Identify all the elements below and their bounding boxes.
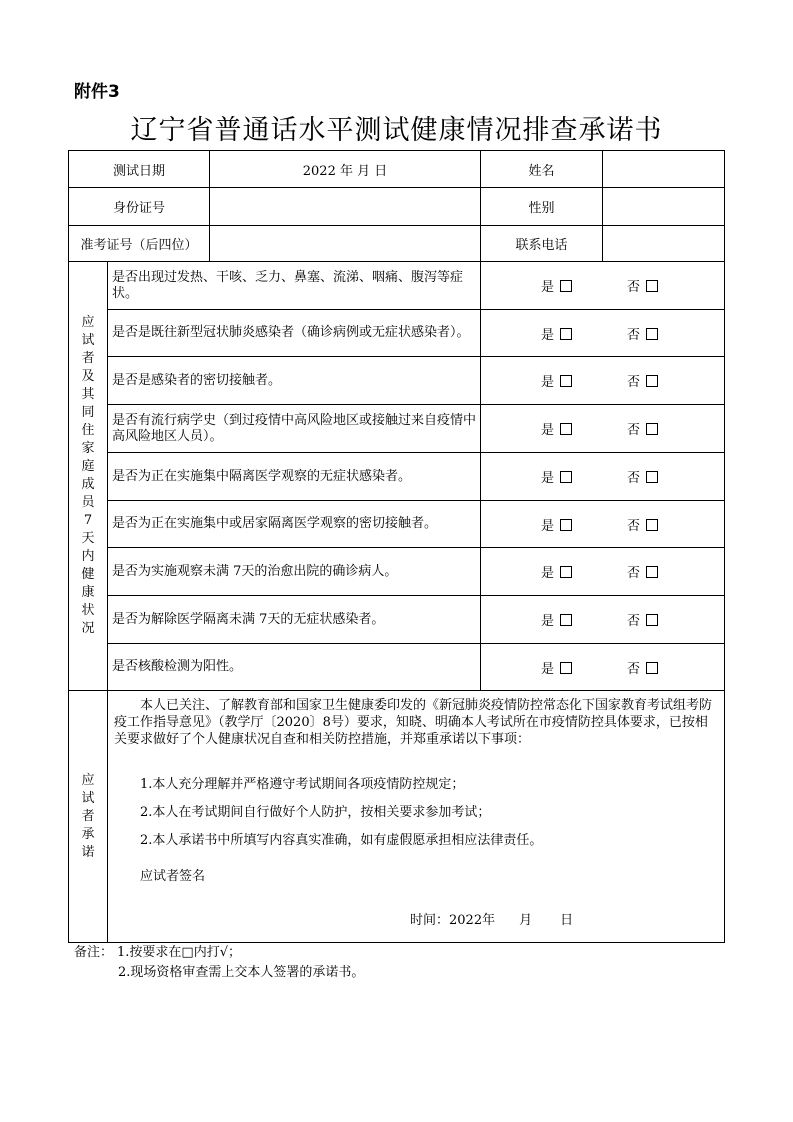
date-label: 测试日期 (69, 151, 210, 188)
yes-no-options (481, 310, 725, 357)
no-checkbox[interactable]: 否 (627, 610, 681, 629)
notes-label: 备注： (74, 945, 114, 960)
checkbox-icon[interactable] (646, 328, 658, 340)
checkbox-icon[interactable] (560, 423, 572, 435)
no-checkbox[interactable]: 否 (627, 515, 681, 534)
yes-checkbox[interactable]: 是 (541, 610, 595, 629)
yes-no-options (481, 596, 725, 644)
health-question: 是否是既往新型冠状肺炎感染者（确诊病例或无症状感染者）。 (108, 310, 481, 357)
no-checkbox[interactable]: 否 (627, 324, 681, 343)
gender-label: 性别 (481, 188, 603, 226)
checkbox-icon[interactable] (646, 662, 658, 674)
health-question: 是否为实施观察未满 7天的治愈出院的确诊病人。 (108, 548, 481, 596)
health-row (69, 501, 725, 548)
date-value[interactable]: 2022 年 月 日 (210, 151, 481, 188)
no-checkbox[interactable]: 否 (627, 562, 681, 581)
note-line: 1.按要求在□内打√； (117, 945, 241, 960)
checkbox-icon[interactable] (560, 328, 572, 340)
notes (74, 943, 364, 983)
yes-checkbox[interactable]: 是 (541, 515, 595, 534)
pledge-item: 1.本人充分理解并严格遵守考试期间各项疫情防控规定； (140, 777, 465, 792)
checkbox-icon[interactable] (560, 471, 572, 483)
health-section-label: 应 试 者 及 其 同 住 家 庭 成 员 7 天 内 健 康 状 况 (69, 262, 108, 691)
info-row-ticket (69, 226, 725, 262)
health-question: 是否有流行病学史（到过疫情中高风险地区或接触过来自疫情中高风险地区人员）。 (108, 405, 481, 453)
yes-no-options (481, 548, 725, 596)
yes-checkbox[interactable]: 是 (541, 276, 595, 295)
ticket-label: 准考证号（后四位） (69, 226, 210, 262)
health-row (69, 405, 725, 453)
no-checkbox[interactable]: 否 (627, 371, 681, 390)
health-row (69, 644, 725, 691)
signature-label[interactable]: 应试者签名 (140, 869, 206, 884)
yes-no-options (481, 453, 725, 501)
checkbox-icon[interactable] (646, 614, 658, 626)
yes-checkbox[interactable]: 是 (541, 467, 595, 486)
yes-no-options (481, 357, 725, 405)
id-field[interactable] (210, 188, 481, 226)
checkbox-icon[interactable] (560, 280, 572, 292)
ticket-field[interactable] (210, 226, 481, 262)
checkbox-icon[interactable] (646, 280, 658, 292)
health-question: 是否核酸检测为阳性。 (108, 644, 481, 691)
checkbox-icon[interactable] (646, 519, 658, 531)
pledge-item: 2.本人在考试期间自行做好个人防护，按相关要求参加考试； (140, 805, 491, 820)
pledge-section-label: 应 试 者 承 诺 (69, 691, 108, 943)
checkbox-icon[interactable] (646, 566, 658, 578)
pledge-form-table (68, 150, 725, 943)
no-checkbox[interactable]: 否 (627, 276, 681, 295)
checkbox-icon[interactable] (560, 375, 572, 387)
health-row (69, 262, 725, 310)
day-label: 日 (560, 913, 574, 928)
pledge-item: 2.本人承诺书中所填写内容真实准确，如有虚假愿承担相应法律责任。 (140, 833, 543, 848)
health-question: 是否出现过发热、干咳、乏力、鼻塞、流涕、咽痛、腹泻等症状。 (108, 262, 481, 310)
gender-field[interactable] (603, 188, 725, 226)
health-row (69, 453, 725, 501)
name-field[interactable] (603, 151, 725, 188)
health-question: 是否是感染者的密切接触者。 (108, 357, 481, 405)
checkbox-icon[interactable] (560, 566, 572, 578)
info-row-date (69, 151, 725, 188)
checkbox-icon[interactable] (560, 519, 572, 531)
note-line: 2.现场资格审查需上交本人签署的承诺书。 (118, 965, 365, 980)
checkbox-icon[interactable] (646, 375, 658, 387)
month-label: 月 (519, 913, 533, 928)
yes-checkbox[interactable]: 是 (541, 419, 595, 438)
attachment-label: 附件3 (74, 82, 120, 102)
health-row (69, 548, 725, 596)
signature-date[interactable] (410, 909, 573, 928)
checkbox-icon[interactable] (560, 662, 572, 674)
pledge-intro: 本人已关注、了解教育部和国家卫生健康委印发的《新冠肺炎疫情防控常态化下国家教育考试组考防疫工作指导意见》（教学厅〔2020〕8号）要求，知晓、明确本人考试所在市疫情防控具体要求，已按相关要求做好了个人健康状况自查和相关防控措施，并郑重承诺以下事项： (114, 698, 713, 747)
health-question: 是否为解除医学隔离未满 7天的无症状感染者。 (108, 596, 481, 644)
checkbox-icon[interactable] (560, 614, 572, 626)
checkbox-icon[interactable] (646, 423, 658, 435)
yes-checkbox[interactable]: 是 (541, 324, 595, 343)
yes-checkbox[interactable]: 是 (541, 562, 595, 581)
yes-no-options (481, 644, 725, 691)
yes-checkbox[interactable]: 是 (541, 658, 595, 677)
no-checkbox[interactable]: 否 (627, 419, 681, 438)
health-question: 是否为正在实施集中或居家隔离医学观察的密切接触者。 (108, 501, 481, 548)
yes-checkbox[interactable]: 是 (541, 371, 595, 390)
pledge-content (108, 691, 725, 943)
health-question: 是否为正在实施集中隔离医学观察的无症状感染者。 (108, 453, 481, 501)
name-label: 姓名 (481, 151, 603, 188)
health-row (69, 596, 725, 644)
health-row (69, 310, 725, 357)
no-checkbox[interactable]: 否 (627, 467, 681, 486)
id-label: 身份证号 (69, 188, 210, 226)
yes-no-options (481, 262, 725, 310)
yes-no-options (481, 405, 725, 453)
pledge-row (69, 691, 725, 943)
document-title: 辽宁省普通话水平测试健康情况排查承诺书 (130, 115, 663, 146)
no-checkbox[interactable]: 否 (627, 658, 681, 677)
info-row-id (69, 188, 725, 226)
checkbox-icon[interactable] (646, 471, 658, 483)
health-row (69, 357, 725, 405)
time-label: 时间：2022年 (410, 913, 496, 928)
phone-label: 联系电话 (481, 226, 603, 262)
yes-no-options (481, 501, 725, 548)
phone-field[interactable] (603, 226, 725, 262)
